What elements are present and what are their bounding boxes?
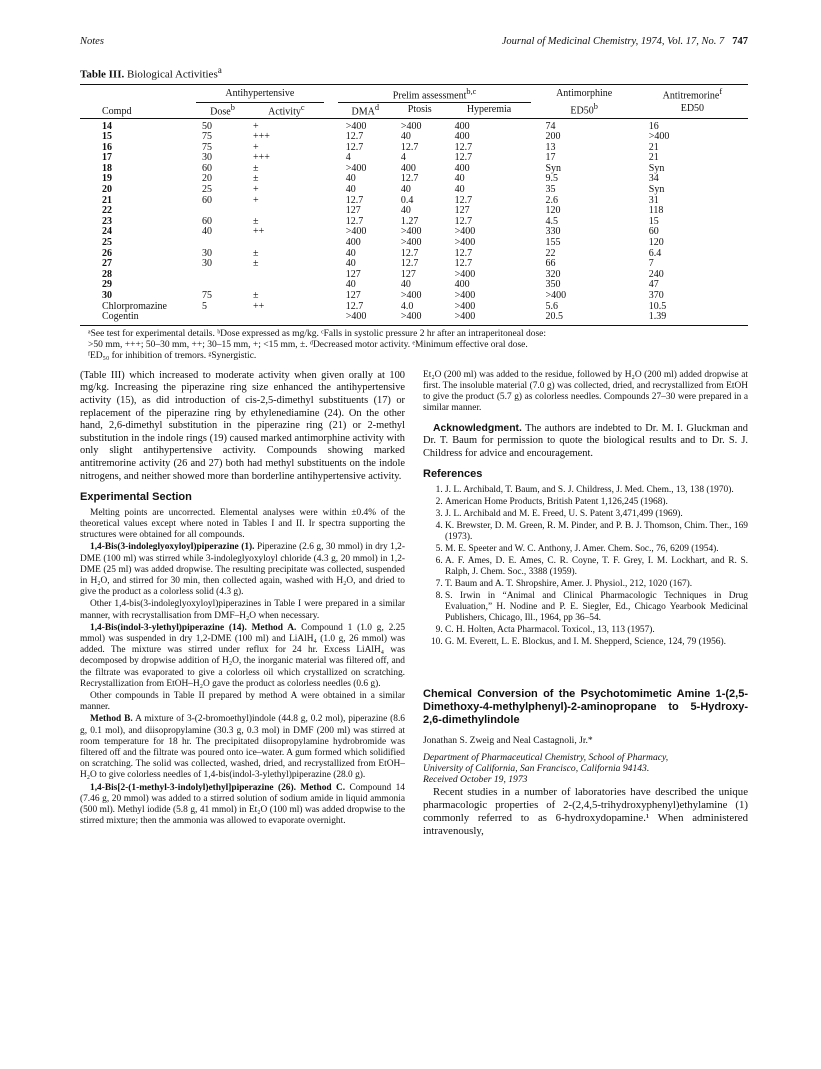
exp-paragraph: Melting points are uncorrected. Elemental analyses were within ±0.4% of the theoretical values except where noted in Tables I and II. Ir spectra supporting the structures were obtained for all compounds. (80, 507, 405, 541)
table-cell-at: >400 (648, 131, 670, 143)
table-cell-compd: 19 (102, 173, 112, 185)
table-cell-at: 7 (648, 258, 654, 270)
table-cell-dose: 30 (202, 247, 212, 259)
table-cell-act: ++ (253, 300, 265, 312)
table-cell-at: 1.39 (648, 311, 667, 323)
table-cell-hyper: 40 (454, 173, 465, 185)
article-authors: Jonathan S. Zweig and Neal Castagnoli, Jr.* (423, 734, 593, 746)
table-cell-am: 17 (545, 152, 556, 164)
table-cell-at: 16 (648, 120, 659, 132)
col-activity: Activity$^c$ (268, 102, 305, 117)
table-cell-am: 66 (545, 258, 556, 270)
table-cell-act (249, 280, 324, 291)
table-cell-ptosis: 12.7 (400, 247, 419, 259)
table-cell-at: 118 (648, 205, 664, 217)
table-cell-act: ± (253, 258, 259, 270)
reference-item: 7. T. Baum and A. T. Shropshire, Amer. J. Physiol., 212, 1020 (167). (445, 579, 748, 590)
table-cell-at: 240 (648, 268, 664, 280)
table-cell-hyper: 12.7 (454, 247, 473, 259)
reference-list (423, 485, 748, 648)
table-cell-dma: >400 (345, 311, 367, 323)
reference-item: 8. S. Irwin in “Animal and Clinical Pharmacologic Techniques in Drug Evaluation,” H. Nodine and P. E. Siegler, Ed., Chicago Yearbook Medicinal Publishers, Chicago, Ill., 1964, pp 36–54. (445, 591, 748, 624)
table-row (80, 312, 748, 325)
article-intro: Recent studies in a number of laboratories have described the unique pharmacologic properties of 2-(2,4,5-trihydroxyphenyl)ethylamine (1) commonly referred to as 6-hydroxydopamine.¹ When administered intravenously, (423, 785, 748, 837)
table-cell-hyper: 12.7 (454, 258, 473, 270)
col-hyperemia: Hyperemia (466, 103, 512, 115)
table-cell-compd: Chlorpromazine (102, 300, 167, 312)
table-cell-dma: >400 (345, 162, 367, 174)
table-cell-act: +++ (253, 131, 270, 143)
header-journal: Journal of Medicinal Chemistry, 1974, Vol. 17, No. 7 747 (501, 36, 748, 47)
table-cell-compd: 14 (102, 120, 112, 132)
table-cell-act: + (253, 141, 259, 153)
reference-item: 4. K. Brewster, D. M. Green, R. M. Pinder, and P. B. J. Thomson, Chim. Ther., 169 (1973). (445, 521, 748, 543)
col-dma: DMA$^d$ (351, 102, 380, 117)
table-cell-dma: 127 (345, 268, 361, 280)
table-cell-dma: 40 (345, 258, 356, 270)
table-cell-ptosis: 1.27 (400, 215, 419, 227)
table-cell-dma: 40 (345, 247, 356, 259)
exp-paragraph: Method B. A mixture of 3-(2-bromoethyl)indole (44.8 g, 0.2 mol), piperazine (8.6 g, 0.1 mol), and diisopropylamine (30.3 g, 0.3 mol) in DMF (200 ml) was stirred at room temperature for 18 hr. The precipitated diisopropylamine hydrobromide was filtered off and the filtrate was poured onto ice–water. A gum formed which solidified on scratching. The solid was collected, washed, dried, and recrystallized from EtOH–H₂O to give colorless needles of 1,4-bis(indol-3-ylethyl)piperazine (28.0 g). (80, 714, 405, 781)
reference-item: 5. M. E. Speeter and W. C. Anthony, J. Amer. Chem. Soc., 76, 6209 (1954). (445, 544, 748, 555)
table-cell-at: 21 (648, 152, 659, 164)
table-cell-ptosis: >400 (400, 226, 422, 238)
table-cell-dma: 127 (345, 205, 361, 217)
running-header (80, 36, 748, 47)
table-cell-compd: 20 (102, 184, 112, 196)
table-cell-am: 35 (545, 184, 556, 196)
table-cell-ptosis: 127 (400, 268, 416, 280)
table-cell-dose: 60 (202, 194, 212, 206)
table-cell-at: 31 (648, 194, 659, 206)
group-antitremorine: Antitremorine$^f$ (662, 86, 723, 102)
table-row (80, 291, 748, 302)
table-cell-at: 47 (648, 279, 659, 291)
table-cell-hyper: 40 (454, 184, 465, 196)
table-caption: Table III. Biological Activities$^a$ (80, 65, 222, 81)
page-number: 747 (732, 36, 748, 47)
right-column (423, 370, 748, 839)
col-antitremorine-ed50: ED50 (680, 103, 705, 115)
group-antihypertensive: Antihypertensive (196, 84, 324, 102)
table-body (80, 118, 748, 325)
footnote-line: ᶠED₅₀ for inhibition of tremors. ᵍSynergistic. (88, 350, 257, 361)
table-cell-am: 22 (545, 247, 556, 259)
table-cell-hyper: 12.7 (454, 152, 473, 164)
table-cell-ptosis: 4.0 (400, 300, 414, 312)
reference-item: 3. J. L. Archibald and M. E. Freed, U. S. Patent 3,471,499 (1969). (445, 509, 748, 520)
table-cell-am: 155 (545, 237, 561, 249)
table-cell-compd: 29 (102, 279, 112, 291)
exp-paragraph: Other compounds in Table II prepared by method A were obtained in a similar manner. (80, 690, 405, 713)
table-cell-at: 21 (648, 141, 659, 153)
exp-paragraph: Other 1,4-bis(3-indoleglyoxyloyl)piperazines in Table I were prepared in a similar manner, with recrystallisation from DMF–H₂O when necessary. (80, 599, 405, 621)
table-cell-hyper: 400 (454, 131, 470, 143)
table-cell-act: + (253, 184, 259, 196)
biological-activities-table (80, 84, 748, 326)
col-compd: Compd (102, 105, 132, 117)
table-cell-ptosis: 12.7 (400, 173, 419, 185)
table-cell-dose: 60 (202, 162, 212, 174)
table-cell-hyper: 12.7 (454, 141, 473, 153)
table-cell-act: ± (253, 162, 259, 174)
table-cell-dma: 4 (345, 152, 351, 164)
table-cell-compd: Cogentin (102, 311, 139, 323)
table-cell-ptosis: 40 (400, 205, 411, 217)
table-cell-at: 15 (648, 215, 659, 227)
footnote-line: ᵃSee test for experimental details. ᵇDose expressed as mg/kg. ᶜFalls in systolic pressure 2 hr after an intraperitoneal dose: (88, 328, 547, 339)
table-cell-hyper: 127 (454, 205, 470, 217)
table-cell-hyper: >400 (454, 268, 476, 280)
table-cell-ptosis: 400 (400, 162, 416, 174)
table-cell-ptosis: 4 (400, 152, 406, 164)
table-cell-am: 4.5 (545, 215, 558, 227)
table-cell-am: 330 (545, 226, 561, 238)
table-cell-compd: 26 (102, 247, 112, 259)
table-cell-hyper: >400 (454, 300, 476, 312)
table-cell-dma: 12.7 (345, 141, 364, 153)
table-cell-hyper: >400 (454, 237, 476, 249)
table-cell-ptosis: 0.4 (400, 194, 414, 206)
table-cell-compd: 15 (102, 131, 112, 143)
table-cell-dma: 40 (345, 184, 356, 196)
col-antimorphine-ed50: ED50$^b$ (570, 102, 598, 117)
table-cell-dose (196, 270, 249, 281)
table-cell-act: +++ (253, 152, 270, 164)
table-cell-am: 20.5 (545, 311, 563, 323)
reference-item: 9. C. H. Holten, Acta Pharmacol. Toxicol., 13, 113 (1957). (445, 625, 748, 636)
table-cell-at: 120 (648, 237, 664, 249)
table-cell-compd: 21 (102, 194, 112, 206)
col-ptosis: Ptosis (407, 103, 432, 115)
table-cell-dma: 12.7 (345, 194, 364, 206)
acknowledgment: Acknowledgment. The authors are indebted to Dr. M. I. Gluckman and Dr. T. Baum for permission to quote the biological results and to Dr. S. J. Childress for advice and encouragement. (423, 422, 748, 459)
table-cell-dose: 75 (202, 131, 212, 143)
table-cell-ptosis: >400 (400, 311, 422, 323)
received-date: Received October 19, 1973 (423, 774, 528, 786)
table-cell-dma: 12.7 (345, 215, 364, 227)
table-footnotes (80, 329, 748, 362)
table-cell-am: 2.6 (545, 194, 558, 206)
table-cell-at: Syn (648, 184, 665, 196)
table-cell-dma: 12.7 (345, 300, 364, 312)
table-cell-dose: 40 (202, 226, 212, 238)
table-cell-compd: 17 (102, 152, 112, 164)
table-cell-compd: 28 (102, 268, 112, 280)
table-cell-act (249, 270, 324, 281)
table-cell-dose: 20 (202, 173, 212, 185)
table-cell-act (249, 312, 324, 325)
reference-item: 10. G. M. Everett, L. E. Blockus, and I. M. Shepperd, Science, 124, 79 (1956). (445, 637, 748, 648)
table-cell-ptosis: 40 (400, 131, 411, 143)
table-cell-hyper: 400 (454, 162, 470, 174)
table-cell-hyper: >400 (454, 290, 476, 301)
exp-paragraph: 1,4-Bis[2-(1-methyl-3-indolyl)ethyl]piperazine (26). Method C. Compound 14 (7.46 g, 20 mmol) was added to a stirred solution of sodium amide in liquid ammonia (500 ml). Methyl iodide (5.8 g, 41 mmol) in Et₂O (100 ml) was added dropwise to the stirred mixture; then the ammonia was allowed to evaporate overnight. (80, 782, 405, 827)
footnote-line: >50 mm, +++; 50–30 mm, ++; 30–15 mm, +; <15 mm, ±. ᵈDecreased motor activity. ᵉMinimum effective oral dose. (88, 339, 528, 350)
table-row (80, 185, 748, 196)
reference-item: 1. J. L. Archibald, T. Baum, and S. J. Childress, J. Med. Chem., 13, 138 (1970). (445, 485, 748, 496)
table-cell-ptosis: >400 (400, 120, 422, 132)
table-cell-dose: 5 (202, 300, 207, 312)
table-cell-hyper: >400 (454, 311, 476, 323)
table-cell-am: 120 (545, 205, 561, 217)
table-cell-ptosis: 12.7 (400, 258, 419, 270)
table-cell-am: 320 (545, 268, 561, 280)
table-cell-hyper: 400 (454, 279, 470, 291)
table-cell-act (249, 206, 324, 217)
table-row (80, 118, 748, 132)
table-cell-act: + (253, 194, 259, 206)
table-cell-act: ± (253, 215, 259, 227)
table-cell-ptosis: >400 (400, 237, 422, 249)
table-cell-act: ++ (253, 226, 265, 238)
table-cell-dma: 12.7 (345, 131, 364, 143)
section-heading-references: References (423, 468, 483, 481)
table-row (80, 174, 748, 185)
table-cell-compd: 25 (102, 237, 112, 249)
table-cell-act: ± (253, 247, 259, 259)
left-column (80, 370, 405, 839)
table-cell-at: Syn (648, 162, 665, 174)
table-cell-at: 370 (648, 290, 664, 301)
table-cell-dma: 40 (345, 173, 356, 185)
table-cell-am: 9.5 (545, 173, 558, 185)
table-cell-ptosis: 12.7 (400, 141, 419, 153)
table-cell-dose: 50 (202, 120, 212, 132)
table-cell-dose: 75 (202, 290, 212, 301)
table-cell-compd: 27 (102, 258, 112, 270)
table-cell-compd: 30 (102, 290, 112, 301)
table-cell-dose: 75 (202, 141, 212, 153)
table-cell-dma: >400 (345, 120, 367, 132)
article-affiliation: Department of Pharmaceutical Chemistry, School of Pharmacy, University of California, San Francisco, California 94143. Received October 19, 1973 (423, 752, 748, 786)
table-row (80, 196, 748, 207)
table-cell-am: 5.6 (545, 300, 558, 312)
table-cell-compd: 24 (102, 226, 112, 238)
table-cell-dose (196, 312, 249, 325)
table-cell-act (249, 238, 324, 249)
exp-paragraph: 1,4-Bis(3-indoleglyoxyloyl)piperazine (1). Piperazine (2.6 g, 30 mmol) in dry 1,2-DME (100 ml) was stirred while 3-indoleglyoxyloyl chloride (4.3 g, 20 mmol) in 1,2-DME (25 ml) was added dropwise. The resulting precipitate was collected, suspended in H₂O, and stirred for 30 min, then collected again, washed with H₂O, and dried to give the product as a colorless solid (4.3 g). (80, 542, 405, 598)
group-prelim: Prelim assessment$^{b,c}$ (338, 84, 532, 102)
table-cell-compd: 18 (102, 162, 112, 174)
table-cell-act: + (253, 120, 259, 132)
table-cell-am: 13 (545, 141, 556, 153)
table-cell-ptosis: 40 (400, 184, 411, 196)
table-cell-compd: 22 (102, 205, 112, 217)
table-cell-compd: 16 (102, 141, 112, 153)
table-cell-am: 350 (545, 279, 561, 291)
table-cell-at: 10.5 (648, 300, 667, 312)
table-cell-dma: 40 (345, 279, 356, 291)
table-cell-am: 200 (545, 131, 561, 143)
table-cell-act: ± (253, 290, 259, 301)
group-antimorphine: Antimorphine (556, 88, 613, 100)
table-cell-ptosis: >400 (400, 290, 422, 301)
journal-page (80, 36, 748, 839)
table-cell-am: Syn (545, 162, 562, 174)
table-cell-dose: 30 (202, 152, 212, 164)
reference-item: 2. American Home Products, British Patent 1,126,245 (1968). (445, 497, 748, 508)
table-cell-at: 60 (648, 226, 659, 238)
table-cell-at: 6.4 (648, 247, 662, 259)
exp-paragraph: Et₂O (200 ml) was added to the residue, followed by H₂O (200 ml) added dropwise at first. The insoluble material (7.0 g) was collected, dried, and recrystallized from EtOH to give the product (5.7 g) as colorless needles. Compounds 27–30 were prepared in a similar manner. (423, 369, 748, 414)
table-cell-dma: 400 (345, 237, 361, 249)
body-paragraph: (Table III) which increased to moderate activity when given orally at 100 mg/kg. Increasing the piperazine ring size enhanced the antihypertensive activity (15), as did introduction of cis-2,5-dimethyl substituents (17) or replacement of the piperazine ring by ethylenediamine (24). On the other hand, 2,6-dimethyl substitution in the piperazine ring (21) or 2-methyl substitution in the indole rings (19) caused marked antimorphine activity with only slight antihypertensive activity. Compounds showing marked antitremorine activity (26 and 27) both had methyl substituents on the indole nitrogens, and neither showed more than borderline antihypertensive activity. (80, 369, 405, 482)
header-section: Notes (80, 36, 104, 47)
table-row (80, 270, 748, 281)
table-cell-am: 74 (545, 120, 556, 132)
table-cell-hyper: 400 (454, 120, 470, 132)
table-cell-dma: 127 (345, 290, 361, 301)
reference-item: 6. A. F. Ames, D. E. Ames, C. R. Coyne, T. F. Grey, I. M. Lockhart, and R. S. Ralph, J. Chem. Soc., 3388 (1959). (445, 556, 748, 578)
table-cell-hyper: >400 (454, 226, 476, 238)
table-cell-hyper: 12.7 (454, 194, 473, 206)
table-cell-dose: 30 (202, 258, 212, 270)
col-dose: Dose$^b$ (210, 102, 235, 117)
article-title: Chemical Conversion of the Psychotomimetic Amine 1-(2,5-Dimethoxy-4-methylphenyl)-2-aminopropane to 5-Hydroxy-2,6-dimethylindole (423, 687, 748, 726)
table-cell-at: 34 (648, 173, 659, 185)
table-cell-act: ± (253, 173, 259, 185)
exp-paragraph: 1,4-Bis(indol-3-ylethyl)piperazine (14). Method A. Compound 1 (1.0 g, 2.25 mmol) was suspended in dry 1,2-DME (100 ml) and LiAlH₄ (1.0 g, 26 mmol) was added. The mixture was stirred under reflux for 24 hr. Excess LiAlH₄ was decomposed by dropwise addition of H₂O, the inorganic material was filtered off, and the filtrate was evaporated to give a colorless oil which crystallized on scratching. Recrystallization from EtOH–H₂O gave the product as colorless needles (0.6 g). (80, 622, 406, 689)
table-cell-dose: 25 (202, 184, 212, 196)
table-cell-am: >400 (545, 290, 567, 301)
table-row (80, 143, 748, 154)
table-cell-compd: 23 (102, 215, 112, 227)
table-cell-hyper: 12.7 (454, 215, 473, 227)
table-cell-dose: 60 (202, 215, 212, 227)
table-cell-dma: >400 (345, 226, 367, 238)
table-cell-ptosis: 40 (400, 279, 411, 291)
section-heading-experimental: Experimental Section (80, 491, 192, 504)
